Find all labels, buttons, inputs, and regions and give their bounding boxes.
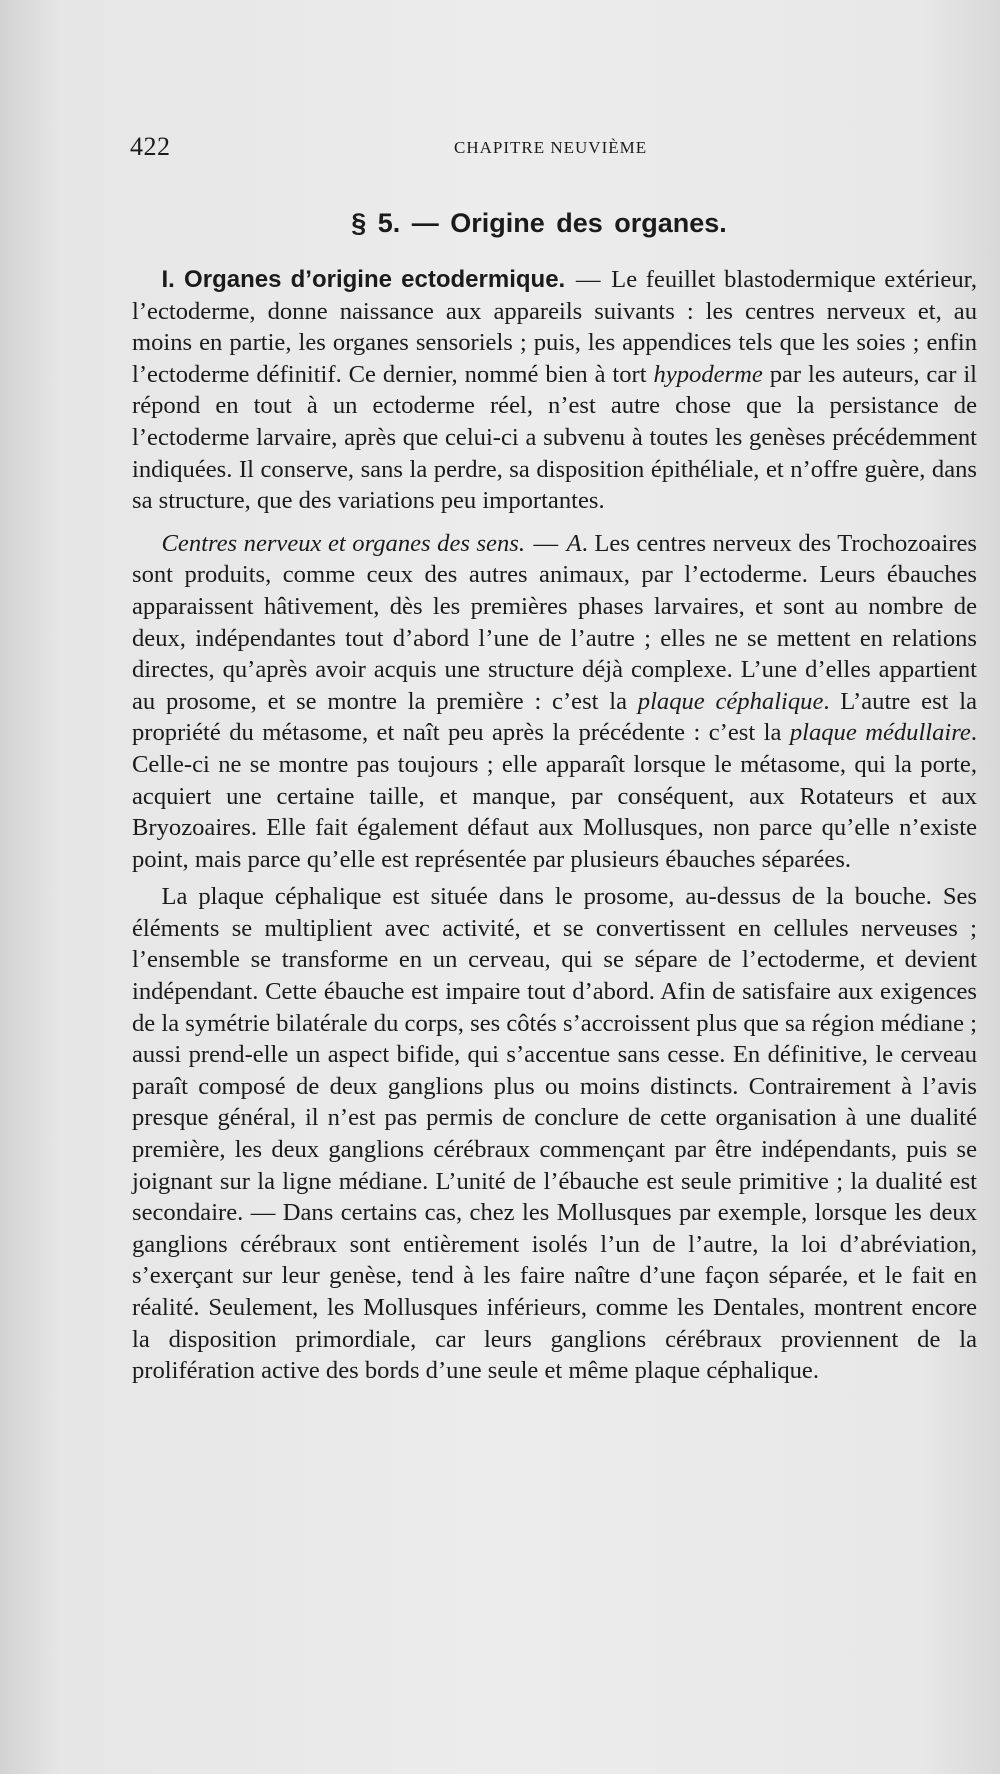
italic-term: hypoderme <box>653 360 763 388</box>
paragraph-cephalic-plate <box>132 881 977 1387</box>
body-text <box>132 264 977 1387</box>
paragraph-ectoderm <box>132 264 977 517</box>
italic-letter: A <box>566 529 582 557</box>
page-header <box>130 132 948 162</box>
paragraph-text: . Les centres nerveux des Trochozoaires sont produits, comme ceux des autres animaux, par l’ectoderme. Leurs ébauches apparaissent hâtivement, dès les premières phases larvaires, et sont au nombre de deux, indépendantes tout d’abord l’une de l’autre ; elles ne se mettent en relations directes, qu’après avoir acquis une structure déjà complexe. L’une d’elles appartient au prosome, et se montre la première : c’est la <box>132 529 977 715</box>
em-dash: — <box>526 529 565 557</box>
paragraph-text: . L’autre est la propriété du métasome, et naît peu après la précédente : c’est la <box>132 687 977 747</box>
paragraph-text: La plaque céphalique est située dans le prosome, au-dessus de la bouche. Ses éléments se multiplient avec activité, et se convertissent en cellules nerveuses ; l’ensemble se transforme en un cerveau, qui se sépare de l’ectoderme, et devient indépendant. Cette ébauche est impaire tout d’abord. Afin de satisfaire aux exigences de la symétrie bilatérale du corps, ses côtés s’accroissent plus que sa région médiane ; aussi prend-elle un aspect bifide, qui s’accentue sans cesse. En définitive, le cerveau paraît composé de deux ganglions plus ou moins distincts. Contrairement à l’avis presque général, il n’est pas permis de conclure de cette organisation à une dualité première, les deux ganglions cérébraux commençant par être indépendants, puis se joignant sur la ligne médiane. L’unité de l’ébauche est seule primitive ; la dualité est secondaire. — Dans certains cas, chez les Mollusques par exemple, lorsque les deux ganglions cérébraux sont entièrement isolés l’un de l’autre, la loi d’abréviation, s’exerçant sur leur genèse, tend à les faire naître d’une façon séparée, et le fait en réalité. Seulement, les Mollusques inférieurs, comme les Dentales, montrent encore la disposition primordiale, car leurs ganglions cérébraux proviennent de la prolifération active des bords d’une seule et même plaque céphalique. <box>132 883 977 1385</box>
page-number: 422 <box>130 132 171 161</box>
italic-term: plaque médullaire <box>789 719 971 747</box>
paragraph-nerve-centres <box>132 528 977 876</box>
em-dash: — <box>567 266 610 293</box>
section-title: § 5. — Origine des organes. <box>351 208 727 238</box>
paragraph-text: par les auteurs, car il répond en tout à un ectoderme réel, n’est autre chose que la persistance de l’ectoderme larvaire, après que celui-ci a subvenu à toutes les genèses précédemment indiquées. Il conserve, sans la perdre, sa disposition épithéliale, et n’offre guère, dans sa structure, que des variations peu importantes. <box>132 360 977 515</box>
italic-term: plaque céphalique <box>637 687 824 715</box>
italic-heading: Centres nerveux et organes des sens. <box>161 529 525 557</box>
paragraph-text: Le feuillet blastodermique extérieur, l’ectoderme, donne naissance aux appareils suivants : les centres nerveux et, au moins en partie, les organes sensoriels ; puis, les appendices tels que les soies ; enfin l’ectoderme définitif. Ce dernier, nommé bien à tort <box>132 266 977 388</box>
subsection-heading: I. Organes d’origine ectodermique. <box>161 266 566 293</box>
paragraph-text: . Celle-ci ne se montre pas toujours ; elle apparaît lorsque le métasome, qui la porte, acquiert une certaine taille, et manque, par conséquent, aux Rotateurs et aux Bryozoaires. Elle fait également défaut aux Mollusques, non parce qu’elle n’existe point, mais parce qu’elle est représentée par plusieurs ébauches séparées. <box>132 719 977 873</box>
running-head: CHAPITRE NEUVIÈME <box>454 138 648 157</box>
